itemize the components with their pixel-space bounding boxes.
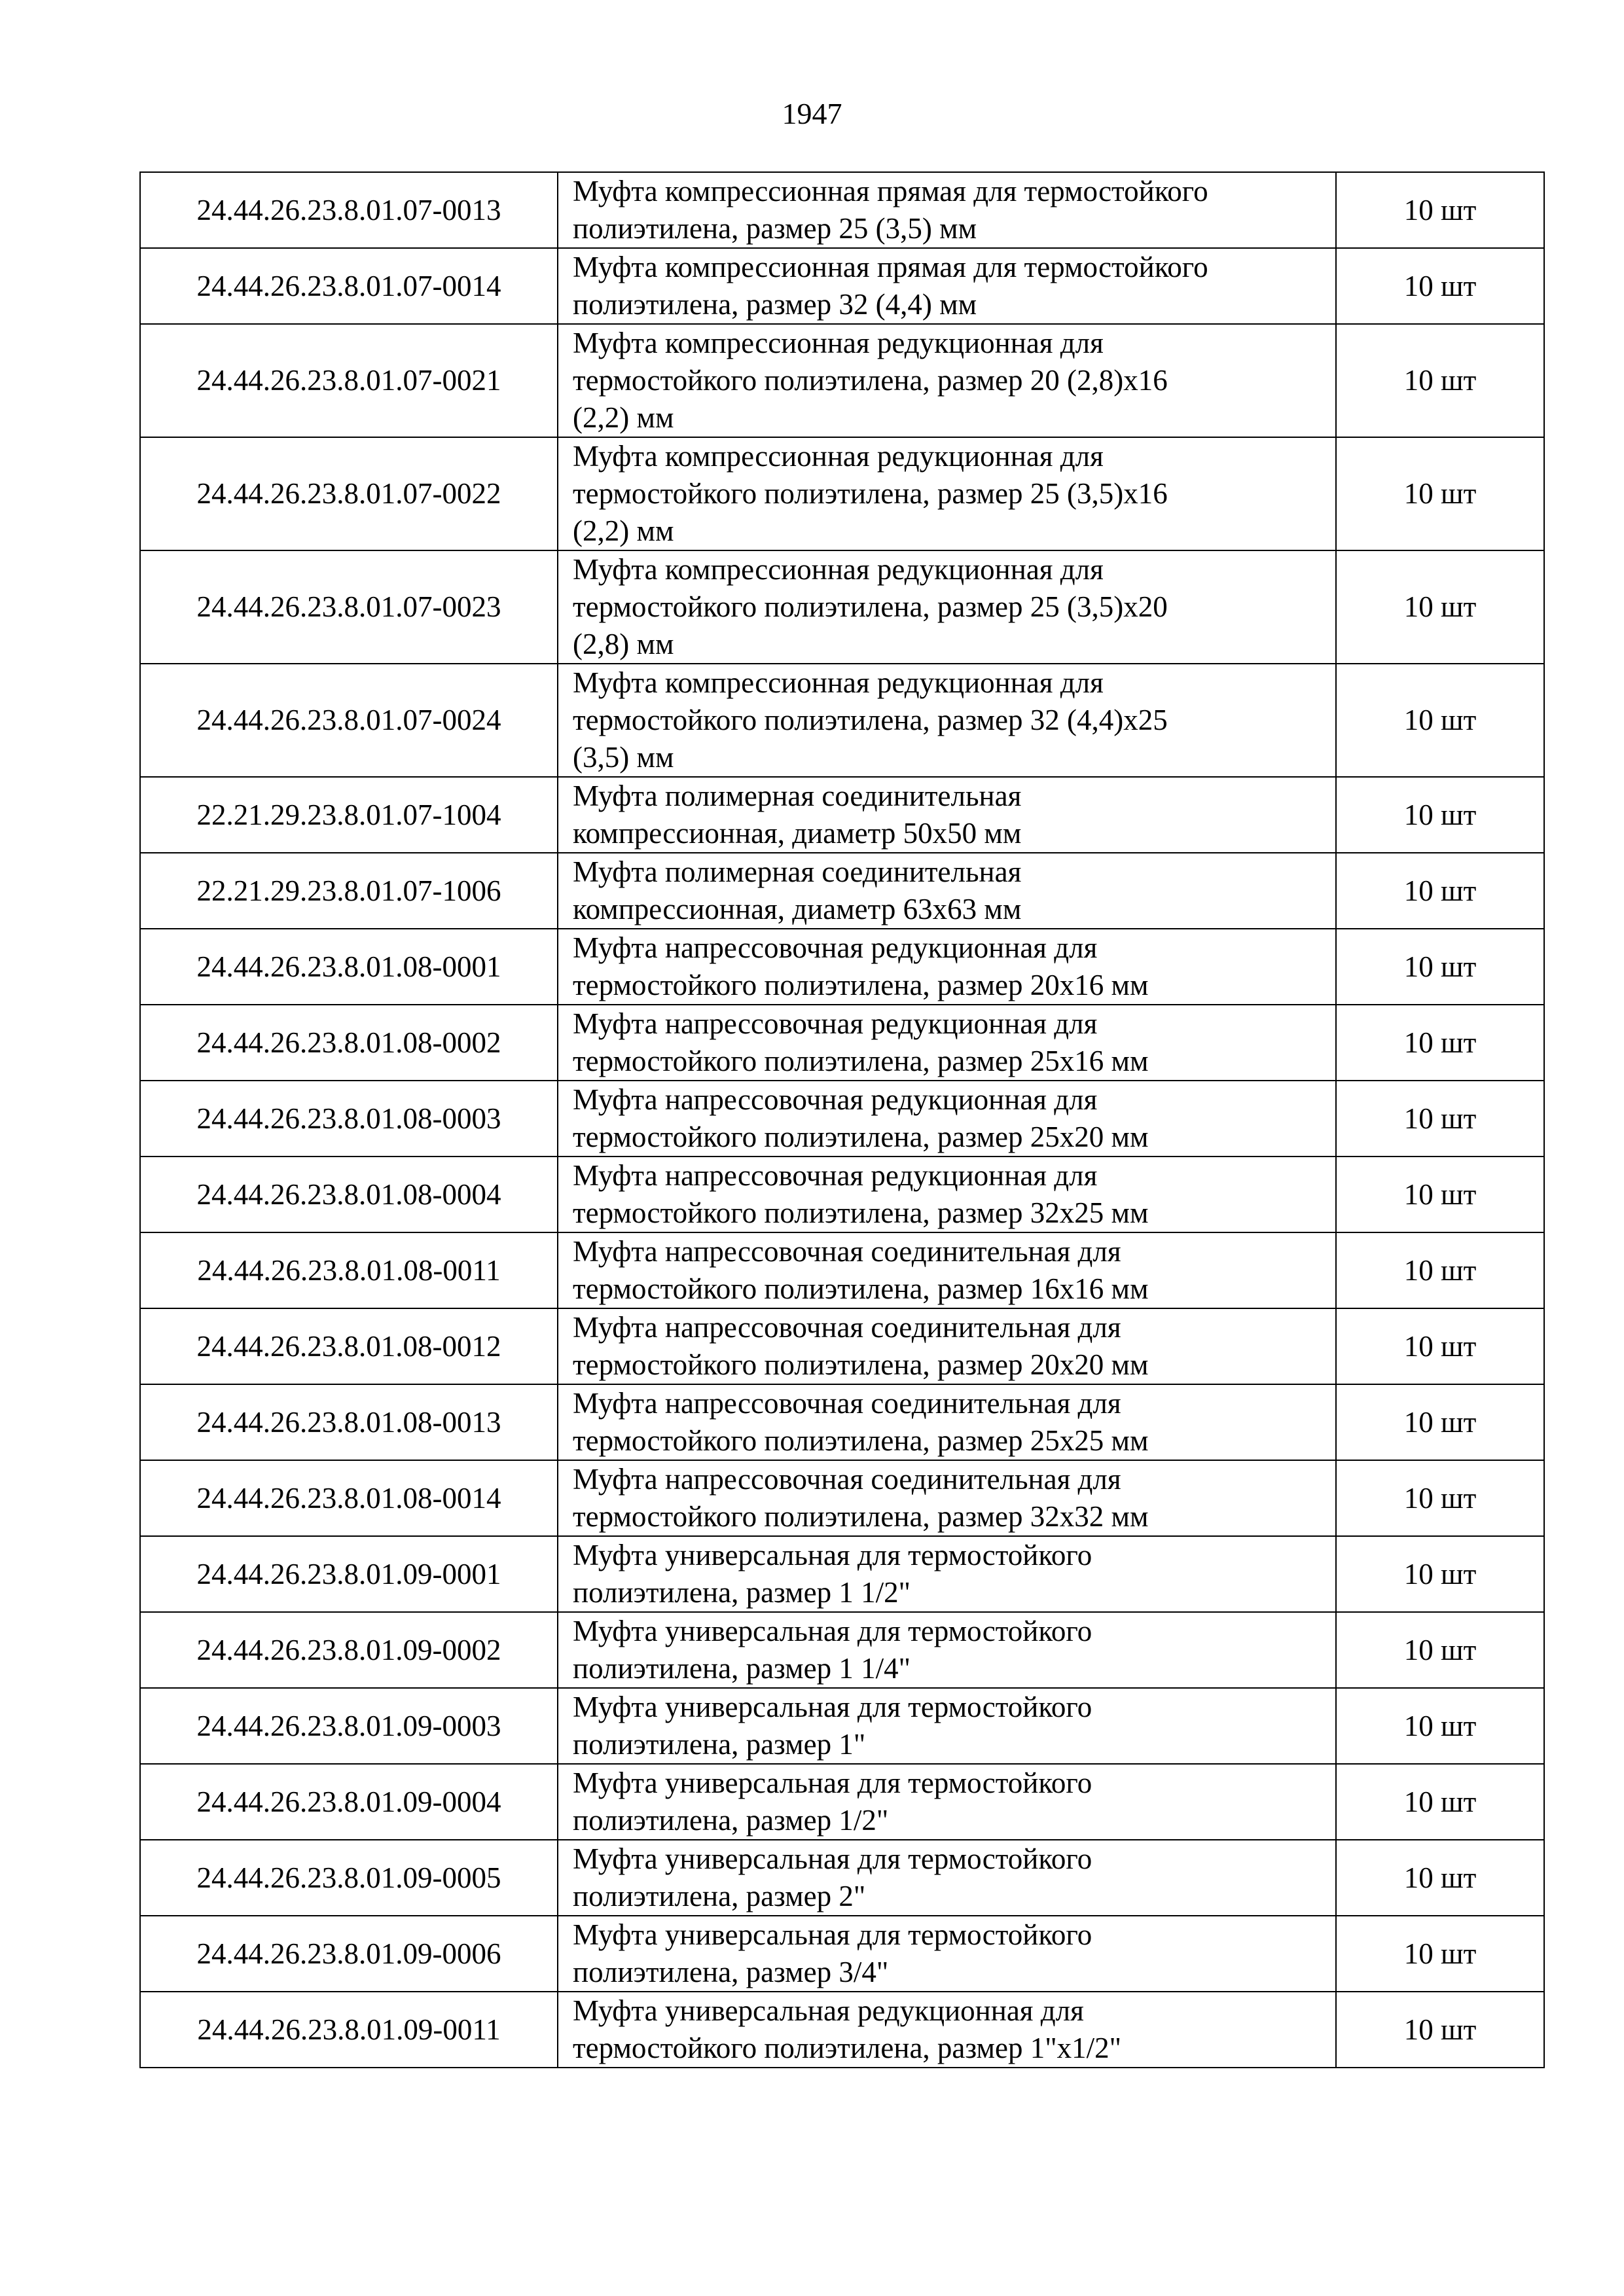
resource-quantity: 10 шт	[1336, 1688, 1544, 1764]
description-line: полиэтилена, размер 32 (4,4) мм	[573, 288, 977, 321]
description-line: Муфта напрессовочная редукционная для	[573, 1159, 1098, 1192]
description-line: Муфта универсальная для термостойкого	[573, 1691, 1092, 1723]
resource-quantity: 10 шт	[1336, 1005, 1544, 1081]
resource-quantity: 10 шт	[1336, 1840, 1544, 1916]
description-line: полиэтилена, размер 3/4"	[573, 1956, 889, 1988]
description-line: Муфта полимерная соединительная	[573, 855, 1022, 888]
description-line: термостойкого полиэтилена, размер 20 (2,8)х16	[573, 364, 1168, 397]
description-line: термостойкого полиэтилена, размер 25 (3,5)х16	[573, 477, 1168, 510]
description-line: термостойкого полиэтилена, размер 32х25 мм	[573, 1196, 1149, 1229]
description-line: компрессионная, диаметр 50х50 мм	[573, 817, 1022, 850]
resource-quantity: 10 шт	[1336, 1157, 1544, 1232]
resource-quantity: 10 шт	[1336, 1536, 1544, 1612]
table-row	[140, 777, 1544, 853]
description-line: Муфта напрессовочная соединительная для	[573, 1235, 1121, 1268]
resource-quantity: 10 шт	[1336, 777, 1544, 853]
resource-quantity: 10 шт	[1336, 172, 1544, 248]
table-row	[140, 1384, 1544, 1460]
resource-quantity: 10 шт	[1336, 929, 1544, 1005]
resource-description	[558, 1764, 1336, 1840]
description-line: термостойкого полиэтилена, размер 25х16 мм	[573, 1045, 1149, 1077]
resource-code: 24.44.26.23.8.01.07-0014	[140, 248, 558, 324]
resource-description	[558, 1992, 1336, 2068]
table-row	[140, 1157, 1544, 1232]
resource-code: 24.44.26.23.8.01.09-0002	[140, 1612, 558, 1688]
table-row	[140, 248, 1544, 324]
resource-description	[558, 929, 1336, 1005]
description-line: Муфта универсальная для термостойкого	[573, 1539, 1092, 1571]
description-line: (2,2) мм	[573, 514, 674, 547]
description-line: Муфта напрессовочная соединительная для	[573, 1311, 1121, 1344]
resource-description	[558, 1005, 1336, 1081]
description-line: Муфта полимерная соединительная	[573, 780, 1022, 812]
resource-description	[558, 1384, 1336, 1460]
resource-code: 24.44.26.23.8.01.09-0006	[140, 1916, 558, 1992]
table-row	[140, 853, 1544, 929]
resource-code: 24.44.26.23.8.01.07-0024	[140, 664, 558, 777]
description-line: Муфта универсальная для термостойкого	[573, 1615, 1092, 1647]
resource-description	[558, 1460, 1336, 1536]
table-row	[140, 324, 1544, 437]
description-line: термостойкого полиэтилена, размер 32 (4,4)х25	[573, 704, 1168, 736]
resource-description	[558, 853, 1336, 929]
resource-quantity: 10 шт	[1336, 1384, 1544, 1460]
table-row	[140, 1005, 1544, 1081]
description-line: Муфта напрессовочная редукционная для	[573, 1007, 1098, 1040]
resource-quantity: 10 шт	[1336, 1081, 1544, 1157]
resource-quantity: 10 шт	[1336, 853, 1544, 929]
description-line: Муфта компрессионная редукционная для	[573, 327, 1104, 359]
description-line: Муфта напрессовочная соединительная для	[573, 1463, 1121, 1496]
description-line: термостойкого полиэтилена, размер 20х16 мм	[573, 969, 1149, 1001]
resource-code: 22.21.29.23.8.01.07-1004	[140, 777, 558, 853]
description-line: Муфта компрессионная редукционная для	[573, 553, 1104, 586]
description-line: термостойкого полиэтилена, размер 25 (3,5)х20	[573, 590, 1168, 623]
resource-code: 24.44.26.23.8.01.09-0005	[140, 1840, 558, 1916]
table-row	[140, 1992, 1544, 2068]
table-row	[140, 1688, 1544, 1764]
description-line: термостойкого полиэтилена, размер 25х20 мм	[573, 1121, 1149, 1153]
resource-code: 24.44.26.23.8.01.08-0002	[140, 1005, 558, 1081]
description-line: Муфта напрессовочная соединительная для	[573, 1387, 1121, 1420]
description-line: (3,5) мм	[573, 741, 674, 774]
table-row	[140, 1081, 1544, 1157]
resource-table	[139, 171, 1545, 2068]
resource-code: 24.44.26.23.8.01.07-0022	[140, 437, 558, 550]
description-line: Муфта универсальная редукционная для	[573, 1994, 1084, 2027]
description-line: (2,2) мм	[573, 401, 674, 434]
resource-quantity: 10 шт	[1336, 1992, 1544, 2068]
resource-code: 24.44.26.23.8.01.08-0014	[140, 1460, 558, 1536]
resource-description	[558, 437, 1336, 550]
resource-quantity: 10 шт	[1336, 1308, 1544, 1384]
description-line: Муфта компрессионная редукционная для	[573, 666, 1104, 699]
resource-description	[558, 1157, 1336, 1232]
table-row	[140, 1232, 1544, 1308]
resource-code: 22.21.29.23.8.01.07-1006	[140, 853, 558, 929]
resource-description	[558, 1688, 1336, 1764]
resource-quantity: 10 шт	[1336, 1916, 1544, 1992]
description-line: термостойкого полиэтилена, размер 32х32 мм	[573, 1500, 1149, 1533]
table-row	[140, 1916, 1544, 1992]
resource-quantity: 10 шт	[1336, 1460, 1544, 1536]
description-line: термостойкого полиэтилена, размер 16х16 мм	[573, 1272, 1149, 1305]
resource-description	[558, 777, 1336, 853]
table-row	[140, 1460, 1544, 1536]
description-line: Муфта универсальная для термостойкого	[573, 1842, 1092, 1875]
resource-description	[558, 172, 1336, 248]
resource-code: 24.44.26.23.8.01.08-0003	[140, 1081, 558, 1157]
description-line: Муфта компрессионная прямая для термостойкого	[573, 251, 1208, 283]
description-line: полиэтилена, размер 1 1/4"	[573, 1652, 911, 1685]
resource-quantity: 10 шт	[1336, 550, 1544, 664]
description-line: Муфта универсальная для термостойкого	[573, 1918, 1092, 1951]
table-row	[140, 929, 1544, 1005]
description-line: Муфта универсальная для термостойкого	[573, 1767, 1092, 1799]
description-line: компрессионная, диаметр 63х63 мм	[573, 893, 1022, 925]
resource-quantity: 10 шт	[1336, 437, 1544, 550]
resource-code: 24.44.26.23.8.01.08-0001	[140, 929, 558, 1005]
table-row	[140, 1764, 1544, 1840]
resource-code: 24.44.26.23.8.01.09-0003	[140, 1688, 558, 1764]
resource-code: 24.44.26.23.8.01.09-0011	[140, 1992, 558, 2068]
resource-description	[558, 1081, 1336, 1157]
resource-code: 24.44.26.23.8.01.07-0013	[140, 172, 558, 248]
description-line: (2,8) мм	[573, 628, 674, 660]
resource-quantity: 10 шт	[1336, 664, 1544, 777]
resource-description	[558, 324, 1336, 437]
resource-quantity: 10 шт	[1336, 248, 1544, 324]
resource-description	[558, 248, 1336, 324]
resource-code: 24.44.26.23.8.01.09-0004	[140, 1764, 558, 1840]
resource-description	[558, 664, 1336, 777]
resource-quantity: 10 шт	[1336, 1232, 1544, 1308]
resource-description	[558, 550, 1336, 664]
description-line: Муфта напрессовочная редукционная для	[573, 1083, 1098, 1116]
resource-code: 24.44.26.23.8.01.08-0013	[140, 1384, 558, 1460]
table-row	[140, 1536, 1544, 1612]
table-row	[140, 1612, 1544, 1688]
description-line: термостойкого полиэтилена, размер 1"х1/2"	[573, 2032, 1121, 2064]
description-line: термостойкого полиэтилена, размер 25х25 мм	[573, 1424, 1149, 1457]
resource-description	[558, 1536, 1336, 1612]
table-row	[140, 172, 1544, 248]
resource-description	[558, 1840, 1336, 1916]
resource-code: 24.44.26.23.8.01.09-0001	[140, 1536, 558, 1612]
description-line: Муфта компрессионная редукционная для	[573, 440, 1104, 473]
table-row	[140, 437, 1544, 550]
resource-quantity: 10 шт	[1336, 1764, 1544, 1840]
description-line: Муфта напрессовочная редукционная для	[573, 931, 1098, 964]
table-row	[140, 1308, 1544, 1384]
resource-code: 24.44.26.23.8.01.08-0004	[140, 1157, 558, 1232]
description-line: полиэтилена, размер 1/2"	[573, 1804, 889, 1837]
table-row	[140, 1840, 1544, 1916]
table-row	[140, 664, 1544, 777]
description-line: полиэтилена, размер 1"	[573, 1728, 866, 1761]
resource-quantity: 10 шт	[1336, 1612, 1544, 1688]
resource-description	[558, 1232, 1336, 1308]
resource-code: 24.44.26.23.8.01.08-0011	[140, 1232, 558, 1308]
description-line: термостойкого полиэтилена, размер 20х20 мм	[573, 1348, 1149, 1381]
resource-description	[558, 1916, 1336, 1992]
page-number: 1947	[782, 97, 842, 130]
resource-description	[558, 1612, 1336, 1688]
resource-description	[558, 1308, 1336, 1384]
description-line: полиэтилена, размер 2"	[573, 1880, 866, 1912]
table-body	[140, 172, 1544, 2068]
description-line: полиэтилена, размер 25 (3,5) мм	[573, 212, 977, 245]
resource-code: 24.44.26.23.8.01.08-0012	[140, 1308, 558, 1384]
description-line: полиэтилена, размер 1 1/2"	[573, 1576, 911, 1609]
resource-code: 24.44.26.23.8.01.07-0023	[140, 550, 558, 664]
resource-quantity: 10 шт	[1336, 324, 1544, 437]
resource-code: 24.44.26.23.8.01.07-0021	[140, 324, 558, 437]
table-row	[140, 550, 1544, 664]
description-line: Муфта компрессионная прямая для термостойкого	[573, 175, 1208, 207]
